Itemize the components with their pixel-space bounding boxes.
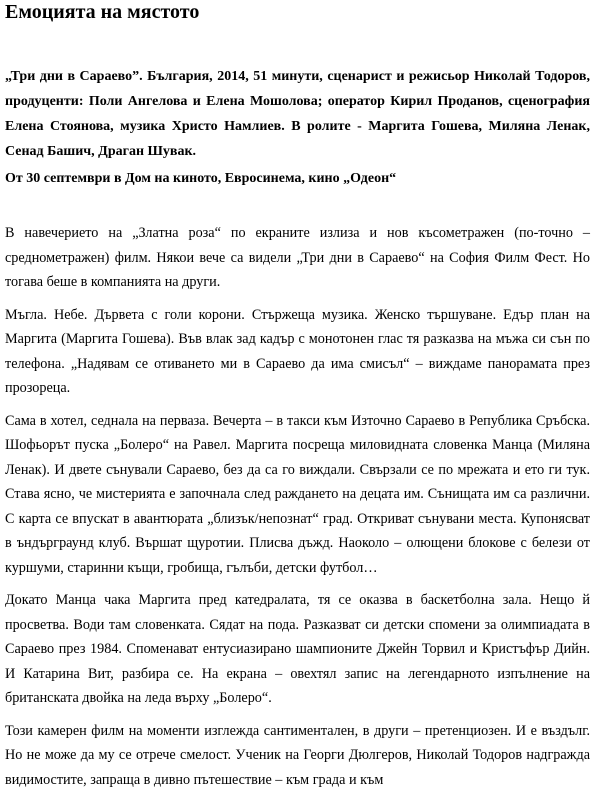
paragraph: Мъгла. Небе. Дървета с голи корони. Стържеща музика. Женско тършуване. Едър план на Маргита (Маргита Гошева). Във влак зад кадър с монотонен глас тя разказва на мъжа си сън по телефона. „Надявам се отиването ми в Сараево да има смисъл“ – виждаме панорамата през прозореца. bbox=[5, 306, 590, 396]
article-title: Емоцията на мястото bbox=[5, 1, 200, 23]
paragraph: В навечерието на „Златна роза“ по екраните излиза и нов късометражен (по-точно – среднометражен) филм. Някои вече са видели „Три дни в Сараево“ на София Филм Фест. Но тогава беше в компанията на други. bbox=[5, 225, 590, 290]
paragraph: Този камерен филм на моменти изглежда сантиментален, в други – претенциозен. И е въздълг. Но не може да му се отрече смелост. Ученик на Георги Дюлгеров, Николай Тодоров надгражда видимостите, запраща в дивно пътешествие – към града и към bbox=[5, 722, 590, 788]
article-body bbox=[5, 221, 590, 792]
paragraph: Сама в хотел, седнала на перваза. Вечерта – в такси към Източно Сараево в Република Сръбска. Шофьорът пуска „Болеро“ на Равел. Маргита посреща миловидната словенка Манца (Миляна Ленак). И двете сънували Сараево, без да са го виждали. Свързали се по мрежата и ето ги тук. Става ясно, че мистерията е започнала след раждането на децата им. Сънищата им са различни. С карта се впускат в авантюрата „близък/непознат“ град. Откриват сънувани места. Купонясват в ъндърграунд клуб. Вършат щуротии. Плисва дъжд. Наоколо – олющени блокове с белези от куршуми, старинни къщи, гробища, гълъби, детски футбол… bbox=[5, 412, 590, 576]
paragraph: Докато Манца чака Маргита пред катедралата, тя се оказва в баскетболна зала. Нещо й просветва. Води там словенката. Сядат на пода. Разказват си детски спомени за олимпиадата в Сараево през 1984. Споменават ентусиазирано шампионите Джейн Торвил и Кристъфър Дийн. И Катарина Вит, разбира се. На екрана – овехтял запис на легендарното изпълнение на британската двойка на леда върху „Болеро“. bbox=[5, 592, 590, 706]
film-credits: „Три дни в Сараево”. България, 2014, 51 минути, сценарист и режисьор Николай Тодоров, продуценти: Поли Ангелова и Елена Мошолова; оператор Кирил Проданов, сценография Елена Стоянова, музика Христо Намлиев. В ролите - Маргита Гошева, Миляна Ленак, Сенад Башич, Драган Шувак. bbox=[5, 69, 590, 159]
screening-schedule: От 30 септември в Дом на киното, Евросинема, кино „Одеон“ bbox=[5, 171, 397, 186]
